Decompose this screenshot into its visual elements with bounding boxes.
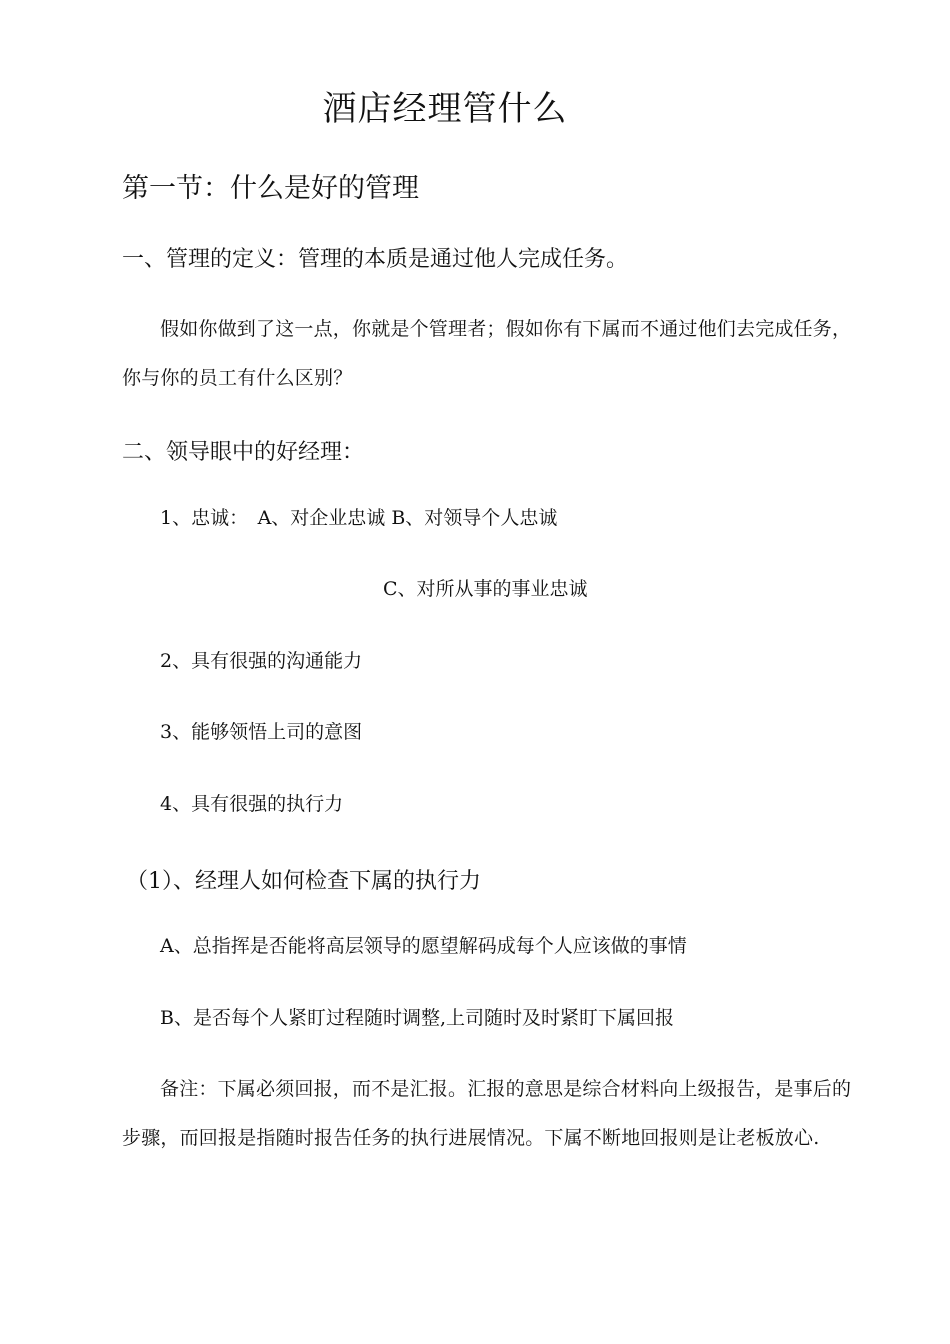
heading-good-manager: 二、领导眼中的好经理： <box>122 440 365 465</box>
list-item-execution: 4、具有很强的执行力 <box>160 793 344 815</box>
document-title: 酒店经理管什么 <box>322 89 568 129</box>
list-item-communication: 2、具有很强的沟通能力 <box>160 650 363 672</box>
paragraph-definition: 假如你做到了这一点，你就是个管理者；假如你有下属而不通过他们去完成任务，你与你的员工有什么区别？ <box>122 318 852 389</box>
heading-definition: 一、管理的定义：管理的本质是通过他人完成任务。 <box>122 247 629 272</box>
sub-item-a: A、总指挥是否能将高层领导的愿望解码成每个人应该做的事情 <box>160 935 687 957</box>
list-item-loyalty: 1、忠诚： A、对企业忠诚 B、对领导个人忠诚 <box>160 507 558 529</box>
list-item-loyalty-continued: C、对所从事的事业忠诚 <box>383 578 588 600</box>
list-item-understanding: 3、能够领悟上司的意图 <box>160 721 363 743</box>
subheading-check-execution: （1）、经理人如何检查下属的执行力 <box>126 869 481 894</box>
section-heading: 第一节：什么是好的管理 <box>122 173 419 204</box>
paragraph-note: 备注：下属必须回报，而不是汇报。汇报的意思是综合材料向上级报告，是事后的步骤，而回报是指随时报告任务的执行进展情况。下属不断地回报则是让老板放心. <box>122 1078 852 1149</box>
sub-item-b: B、是否每个人紧盯过程随时调整,上司随时及时紧盯下属回报 <box>160 1007 675 1029</box>
